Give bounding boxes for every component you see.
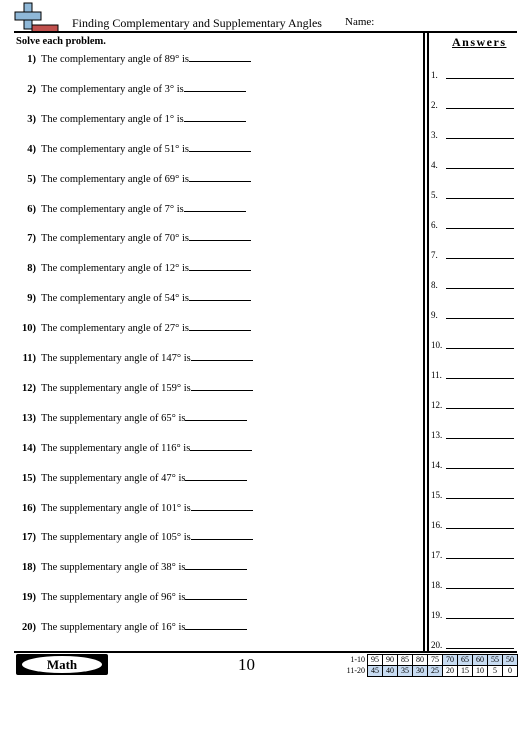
score-cell: 20 (443, 666, 458, 677)
answer-row[interactable] (431, 100, 445, 112)
problem-text: The supplementary angle of 65° is (41, 412, 186, 424)
answer-blank[interactable] (185, 410, 247, 421)
answer-column-divider (427, 33, 429, 651)
answer-number: 11. (431, 370, 442, 380)
score-cell: 85 (398, 655, 413, 666)
answer-number: 18. (431, 580, 443, 590)
answer-line[interactable] (446, 198, 514, 199)
answer-line[interactable] (446, 228, 514, 229)
answer-blank[interactable] (189, 290, 251, 301)
score-cell: 5 (488, 666, 503, 677)
answer-line[interactable] (446, 78, 514, 79)
answer-line[interactable] (446, 528, 514, 529)
problem-text: The complementary angle of 27° is (41, 323, 189, 335)
problem-number: 5) (27, 173, 36, 185)
instructions: Solve each problem. (16, 36, 106, 47)
problem-number: 4) (27, 143, 36, 155)
answer-line[interactable] (446, 348, 514, 349)
answer-row[interactable] (431, 310, 445, 322)
problem-number: 17) (22, 532, 36, 544)
score-cell: 95 (368, 655, 383, 666)
answer-blank[interactable] (189, 260, 251, 271)
answer-number: 15. (431, 490, 443, 500)
problem-item (16, 81, 246, 95)
problem-item (16, 141, 251, 155)
answer-line[interactable] (446, 648, 514, 649)
answer-number: 12. (431, 400, 443, 410)
answer-row[interactable] (431, 580, 445, 592)
answer-line[interactable] (446, 588, 514, 589)
problem-text: The complementary angle of 54° is (41, 293, 189, 305)
answer-row[interactable] (431, 130, 445, 142)
answer-number: 3. (431, 130, 438, 140)
score-row-label: 11-20 (346, 666, 365, 675)
score-cell: 50 (503, 655, 518, 666)
answer-number: 9. (431, 310, 438, 320)
answer-blank[interactable] (185, 619, 247, 630)
answer-blank[interactable] (185, 589, 247, 600)
answer-row[interactable] (431, 370, 445, 382)
problem-item (16, 350, 253, 364)
answer-number: 1. (431, 70, 438, 80)
answer-row[interactable] (431, 160, 445, 172)
answer-row[interactable] (431, 400, 445, 412)
worksheet-title: Finding Complementary and Supplementary Angles (72, 16, 322, 30)
problem-item (16, 380, 253, 394)
score-cell: 90 (383, 655, 398, 666)
score-row-label: 1-10 (350, 655, 365, 664)
score-cell: 25 (428, 666, 443, 677)
math-badge (16, 654, 108, 675)
problem-number: 18) (22, 562, 36, 574)
answer-blank[interactable] (191, 529, 253, 540)
problem-item (16, 51, 251, 65)
problem-text: The supplementary angle of 101° is (41, 502, 191, 514)
header-divider (14, 31, 517, 33)
score-cell: 10 (473, 666, 488, 677)
problem-number: 8) (27, 263, 36, 275)
problem-item (16, 230, 251, 244)
answer-row[interactable] (431, 280, 445, 292)
score-cell: 40 (383, 666, 398, 677)
score-cell: 60 (473, 655, 488, 666)
answer-blank[interactable] (190, 440, 252, 451)
problem-number: 2) (27, 83, 36, 95)
answer-number: 20. (431, 640, 443, 650)
answer-row[interactable] (431, 340, 445, 352)
problem-item (16, 440, 252, 454)
answer-number: 8. (431, 280, 438, 290)
score-cell: 30 (413, 666, 428, 677)
answer-line[interactable] (446, 138, 514, 139)
problem-item (16, 260, 251, 274)
answer-line[interactable] (446, 618, 514, 619)
answer-blank[interactable] (184, 111, 246, 122)
answer-column-divider (423, 33, 425, 651)
problem-text: The supplementary angle of 16° is (41, 622, 186, 634)
problem-number: 10) (22, 323, 36, 335)
answer-blank[interactable] (184, 201, 246, 212)
answer-row[interactable] (431, 250, 445, 262)
answer-line[interactable] (446, 558, 514, 559)
answer-line[interactable] (446, 168, 514, 169)
problem-text: The complementary angle of 3° is (41, 83, 184, 95)
problem-number: 19) (22, 592, 36, 604)
answer-blank[interactable] (191, 380, 253, 391)
answer-number: 6. (431, 220, 438, 230)
score-cell: 45 (368, 666, 383, 677)
answer-line[interactable] (446, 288, 514, 289)
problem-text: The supplementary angle of 159° is (41, 382, 191, 394)
score-cell: 55 (488, 655, 503, 666)
answer-row[interactable] (431, 490, 445, 502)
problem-text: The complementary angle of 1° is (41, 113, 184, 125)
problem-item (16, 500, 253, 514)
answer-number: 17. (431, 550, 443, 560)
answer-row[interactable] (431, 190, 445, 202)
problem-text: The complementary angle of 51° is (41, 143, 189, 155)
problem-text: The supplementary angle of 96° is (41, 592, 186, 604)
answer-number: 2. (431, 100, 438, 110)
problem-item (16, 290, 251, 304)
answer-line[interactable] (446, 438, 514, 439)
answer-number: 19. (431, 610, 443, 620)
answer-blank[interactable] (184, 81, 246, 92)
answer-row[interactable] (431, 460, 445, 472)
problem-text: The supplementary angle of 147° is (41, 353, 191, 364)
answer-row[interactable] (431, 550, 445, 562)
problem-number: 6) (27, 203, 36, 215)
problem-text: The complementary angle of 69° is (41, 173, 189, 185)
score-cell: 65 (458, 655, 473, 666)
answer-row[interactable] (431, 520, 445, 532)
answer-number: 16. (431, 520, 443, 530)
score-cell: 80 (413, 655, 428, 666)
problem-text: The complementary angle of 70° is (41, 233, 189, 245)
problem-item (16, 111, 246, 125)
answer-row[interactable] (431, 610, 445, 622)
problem-number: 13) (22, 412, 36, 424)
answer-line[interactable] (446, 498, 514, 499)
answer-blank[interactable] (191, 500, 253, 511)
answer-blank[interactable] (189, 171, 251, 182)
problem-number: 20) (22, 622, 36, 634)
score-cell: 70 (443, 655, 458, 666)
problem-item (16, 529, 253, 543)
answer-blank[interactable] (189, 230, 251, 241)
answer-number: 10. (431, 340, 443, 350)
answer-blank[interactable] (191, 350, 253, 361)
answer-line[interactable] (446, 408, 514, 409)
answer-number: 4. (431, 160, 438, 170)
score-cell: 35 (398, 666, 413, 677)
problem-number: 14) (22, 442, 36, 454)
score-cell: 15 (458, 666, 473, 677)
problem-text: The supplementary angle of 47° is (41, 472, 186, 484)
answer-blank[interactable] (189, 320, 251, 331)
score-cell: 75 (428, 655, 443, 666)
problem-item (16, 171, 251, 185)
answer-number: 5. (431, 190, 438, 200)
score-row (342, 655, 518, 666)
answer-blank[interactable] (189, 141, 251, 152)
answer-line[interactable] (446, 318, 514, 319)
problem-item (16, 410, 247, 424)
answer-line[interactable] (446, 258, 514, 259)
problem-number: 12) (22, 382, 36, 394)
problem-number: 11) (22, 353, 36, 364)
answer-blank[interactable] (185, 559, 247, 570)
answer-row[interactable] (431, 220, 445, 232)
problem-number: 1) (27, 54, 36, 65)
problem-item (16, 320, 251, 334)
plus-minus-logo-icon (14, 2, 60, 34)
problem-number: 16) (22, 502, 36, 514)
answer-line[interactable] (446, 378, 514, 379)
problem-count: 10 (238, 655, 255, 674)
problem-number: 3) (27, 113, 36, 125)
answer-number: 14. (431, 460, 443, 470)
problem-text: The complementary angle of 12° is (41, 263, 189, 275)
score-cell: 0 (503, 666, 518, 677)
name-label: Name: (345, 16, 375, 28)
problem-number: 7) (27, 233, 36, 245)
problem-item (16, 589, 247, 603)
math-badge-label: Math (22, 656, 102, 673)
answer-row[interactable] (431, 430, 445, 442)
answer-number: 13. (431, 430, 443, 440)
problem-text: The complementary angle of 7° is (41, 203, 184, 215)
problem-number: 9) (27, 293, 36, 305)
problem-item (16, 619, 247, 633)
problem-item (16, 470, 247, 484)
problem-text: The supplementary angle of 38° is (41, 562, 186, 574)
answer-blank[interactable] (185, 470, 247, 481)
answer-blank[interactable] (189, 51, 251, 62)
answer-number: 7. (431, 250, 438, 260)
problem-text: The complementary angle of 89° is (41, 54, 189, 65)
answers-heading: Answers (452, 35, 507, 49)
problem-item (16, 201, 246, 215)
answer-line[interactable] (446, 108, 514, 109)
footer-divider (14, 651, 517, 653)
scoring-table (342, 654, 518, 677)
answer-row[interactable] (431, 70, 445, 82)
score-row (342, 666, 518, 677)
answer-line[interactable] (446, 468, 514, 469)
problem-item (16, 559, 247, 573)
problem-text: The supplementary angle of 105° is (41, 532, 191, 544)
problem-text: The supplementary angle of 116° is (41, 442, 191, 454)
problem-number: 15) (22, 472, 36, 484)
